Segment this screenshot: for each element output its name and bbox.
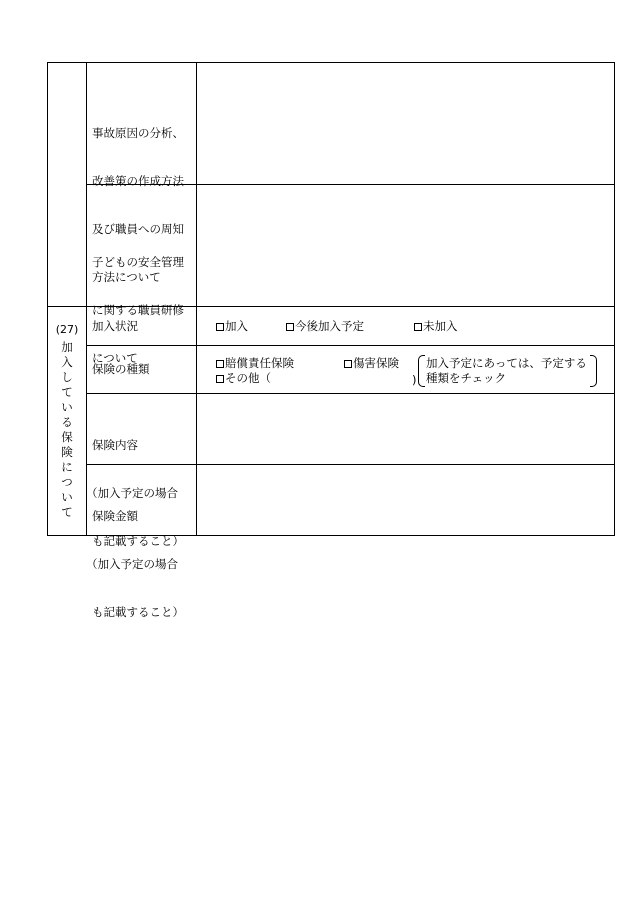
- note-bracket-right: [590, 355, 597, 387]
- insurance-content-label: 保険内容 （加入予定の場合 も記載すること）: [86, 438, 184, 548]
- insurance-content-field[interactable]: [197, 394, 614, 464]
- type-note: 加入予定にあっては、予定する 種類をチェック: [426, 356, 587, 385]
- section-number: (27): [55, 323, 79, 336]
- enrollment-option-planned[interactable]: 今後加入予定: [286, 319, 364, 334]
- checkbox-icon[interactable]: [414, 323, 422, 331]
- insurance-type-label: 保険の種類: [92, 362, 150, 376]
- column-divider-1: [86, 62, 87, 536]
- checkbox-icon[interactable]: [286, 323, 294, 331]
- enrollment-status-label: 加入状況: [92, 319, 138, 333]
- checkbox-icon[interactable]: [216, 323, 224, 331]
- type-option-other[interactable]: その他（: [216, 371, 271, 386]
- accident-analysis-label: 事故原因の分析、 改善策の作成方法 及び職員への周知 方法について: [92, 126, 184, 284]
- table-border-left: [47, 62, 48, 536]
- type-option-liability[interactable]: 賠償責任保険: [216, 356, 294, 371]
- enrollment-option-enrolled[interactable]: 加入: [216, 319, 248, 334]
- type-option-injury[interactable]: 傷害保険: [344, 356, 399, 371]
- table-border-right: [614, 62, 615, 536]
- insurance-amount-field[interactable]: [197, 465, 614, 535]
- type-other-close-paren: ): [412, 373, 417, 387]
- insurance-section-heading: (27) 加 入 し て い る 保 険 に つ い て: [53, 322, 81, 520]
- insurance-amount-label: 保険金額 （加入予定の場合 も記載すること）: [86, 509, 184, 619]
- staff-training-field[interactable]: [197, 185, 614, 306]
- accident-analysis-field[interactable]: [197, 63, 614, 184]
- staff-training-label: 子どもの安全管理 に関する職員研修 について: [92, 255, 184, 365]
- checkbox-icon[interactable]: [216, 360, 224, 368]
- enrollment-option-not-enrolled[interactable]: 未加入: [414, 319, 458, 334]
- checkbox-icon[interactable]: [216, 375, 224, 383]
- checkbox-icon[interactable]: [344, 360, 352, 368]
- note-bracket-left: [418, 355, 425, 387]
